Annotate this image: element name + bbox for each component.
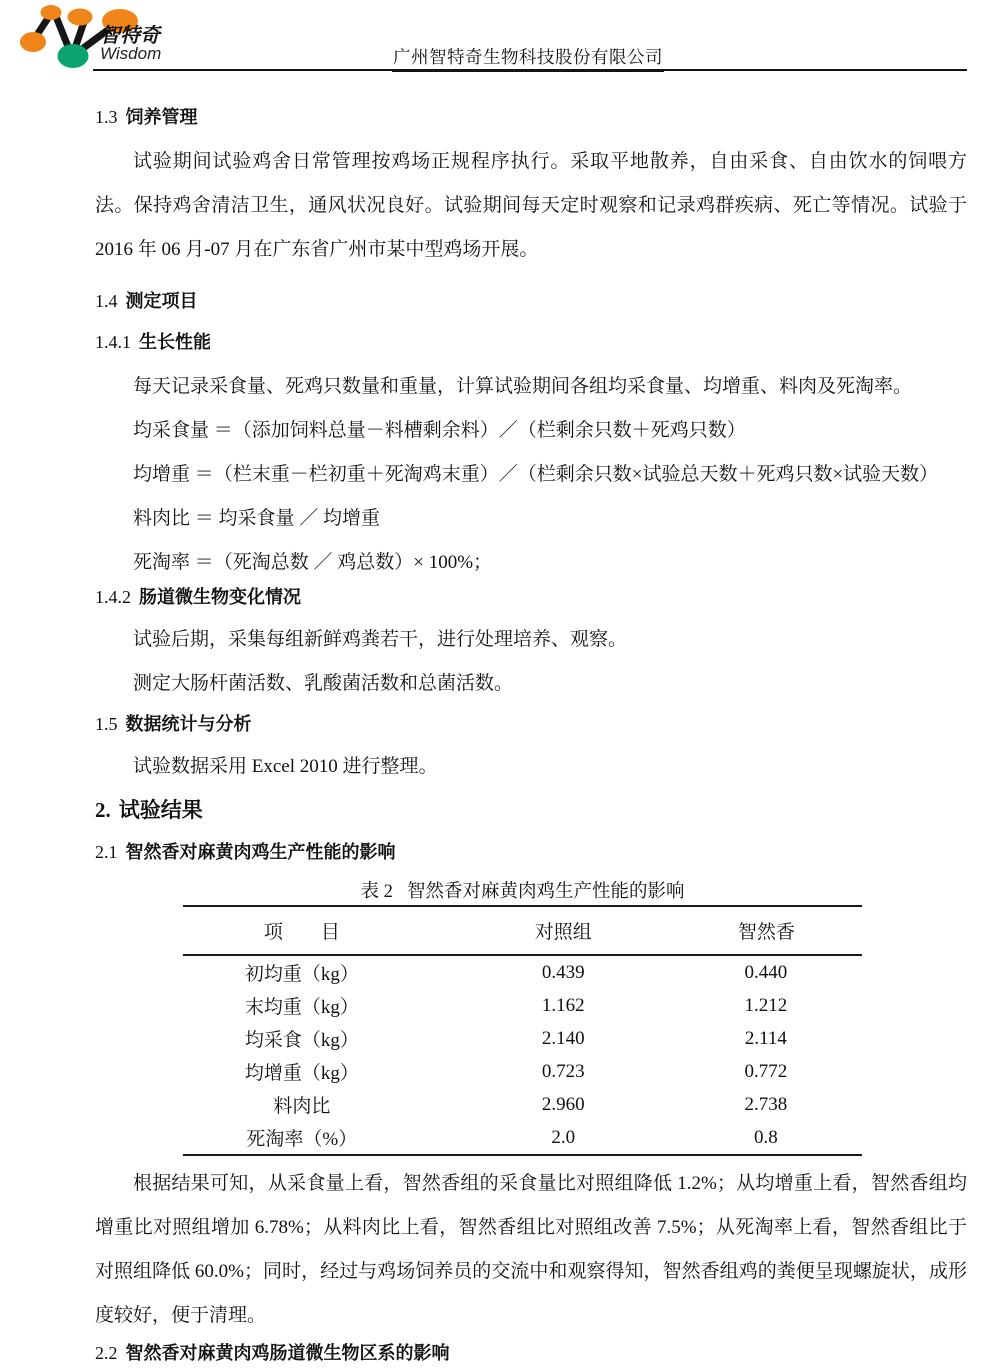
paragraph-data-analysis: 试验数据采用 Excel 2010 进行整理。	[133, 756, 438, 777]
brand-name-cn: 智特奇	[100, 25, 160, 47]
row-control-value: 2.140	[541, 1027, 585, 1049]
section-heading-2: 2. 试验结果	[95, 798, 203, 822]
row-item: 死淘率（%）	[246, 1129, 358, 1150]
brand-name-en: Wisdom	[100, 44, 162, 63]
row-control-value: 2.0	[551, 1126, 576, 1148]
row-control-value: 0.439	[541, 961, 585, 983]
row-item: 末均重（kg）	[244, 997, 359, 1018]
table-row	[183, 1022, 862, 1055]
paragraph-result-discussion: 根据结果可知，从采食量上看，智然香组的采食量比对照组降低 1.2%；从均增重上看，智然香组均增重比对照组增加 6.78%；从料肉比上看，智然香组比对照组改善 7.5%；从死淘率上看，智然香组比于对照组降低 60.0%；同时，经过与鸡场饲养员的交流中和观察得知，智然香组鸡的粪便呈现螺旋状，成形度较好，便于清理。	[95, 1173, 967, 1326]
table-row	[183, 1055, 862, 1088]
table-caption-label: 表 2	[360, 882, 393, 902]
section-heading-1-4: 1.4 测定项目	[95, 291, 198, 311]
table-header-item: 项 目	[183, 906, 421, 955]
section-heading-1-5: 1.5 数据统计与分析	[95, 714, 252, 734]
row-zhiranxiang-value: 1.212	[744, 994, 788, 1016]
paragraph-microbe-sampling: 试验后期，采集每组新鲜鸡粪若干，进行处理培养、观察。	[133, 629, 628, 650]
row-control-value: 2.960	[541, 1093, 585, 1115]
row-control-value: 1.162	[541, 994, 585, 1016]
row-item: 初均重（kg）	[244, 964, 359, 985]
row-zhiranxiang-value: 2.114	[744, 1027, 787, 1049]
section-heading-1-3: 1.3 饲养管理	[95, 107, 198, 127]
row-zhiranxiang-value: 0.440	[744, 961, 788, 983]
table-row	[183, 1088, 862, 1121]
table-row	[183, 955, 862, 989]
table-2-caption	[183, 879, 862, 905]
table-caption-title: 智然香对麻黄肉鸡生产性能的影响	[406, 882, 685, 902]
table-row	[183, 1121, 862, 1155]
paragraph-growth-performance: 每天记录采食量、死鸡只数量和重量，计算试验期间各组均采食量、均增重、料肉及死淘率。	[133, 376, 913, 397]
paragraph-feeding-management: 试验期间试验鸡舍日常管理按鸡场正规程序执行。采取平地散养，自由采食、自由饮水的饲喂方法。保持鸡舍清洁卫生，通风状况良好。试验期间每天定时观察和记录鸡群疾病、死亡等情况。试验于 2016 年 06 月-07 月在广东省广州市某中型鸡场开展。	[95, 151, 967, 260]
row-item: 均增重（kg）	[244, 1063, 359, 1084]
table-row	[183, 989, 862, 1022]
row-item: 料肉比	[273, 1096, 331, 1117]
section-heading-1-4-1: 1.4.1 生长性能	[95, 332, 211, 352]
section-heading-2-2: 2.2 智然香对麻黄肉鸡肠道微生物区系的影响	[95, 1343, 450, 1363]
formula-mortality-rate: 死淘率 ＝（死淘总数 ／ 鸡总数）× 100%；	[133, 552, 493, 573]
section-heading-2-1: 2.1 智然香对麻黄肉鸡生产性能的影响	[95, 842, 396, 862]
row-control-value: 0.723	[541, 1060, 585, 1082]
row-zhiranxiang-value: 0.772	[744, 1060, 788, 1082]
header-divider	[93, 69, 967, 71]
formula-avg-weight-gain: 均增重 ＝（栏末重－栏初重＋死淘鸡末重）／（栏剩余只数×试验总天数＋死鸡只数×试验天数）	[133, 464, 939, 485]
page-header	[0, 0, 1000, 72]
row-zhiranxiang-value: 2.738	[744, 1093, 788, 1115]
table-header-control: 对照组	[421, 906, 706, 955]
formula-avg-feed-intake: 均采食量 ＝（添加饲料总量－料槽剩余料）／（栏剩余只数＋死鸡只数）	[133, 420, 746, 441]
document-body	[0, 105, 1000, 1366]
formula-feed-meat-ratio: 料肉比 ＝ 均采食量 ／ 均增重	[133, 508, 381, 529]
company-name: 广州智特奇生物科技股份有限公司	[392, 44, 664, 72]
row-zhiranxiang-value: 0.8	[754, 1126, 778, 1148]
company-name-wrap	[0, 44, 1000, 72]
table-header-row	[183, 906, 862, 955]
section-heading-1-4-2: 1.4.2 肠道微生物变化情况	[95, 587, 301, 607]
table-header-zhiranxiang: 智然香	[706, 906, 862, 955]
performance-table	[183, 905, 862, 1156]
row-item: 均采食（kg）	[244, 1030, 359, 1051]
paragraph-microbe-counting: 测定大肠杆菌活数、乳酸菌活数和总菌活数。	[133, 673, 514, 694]
